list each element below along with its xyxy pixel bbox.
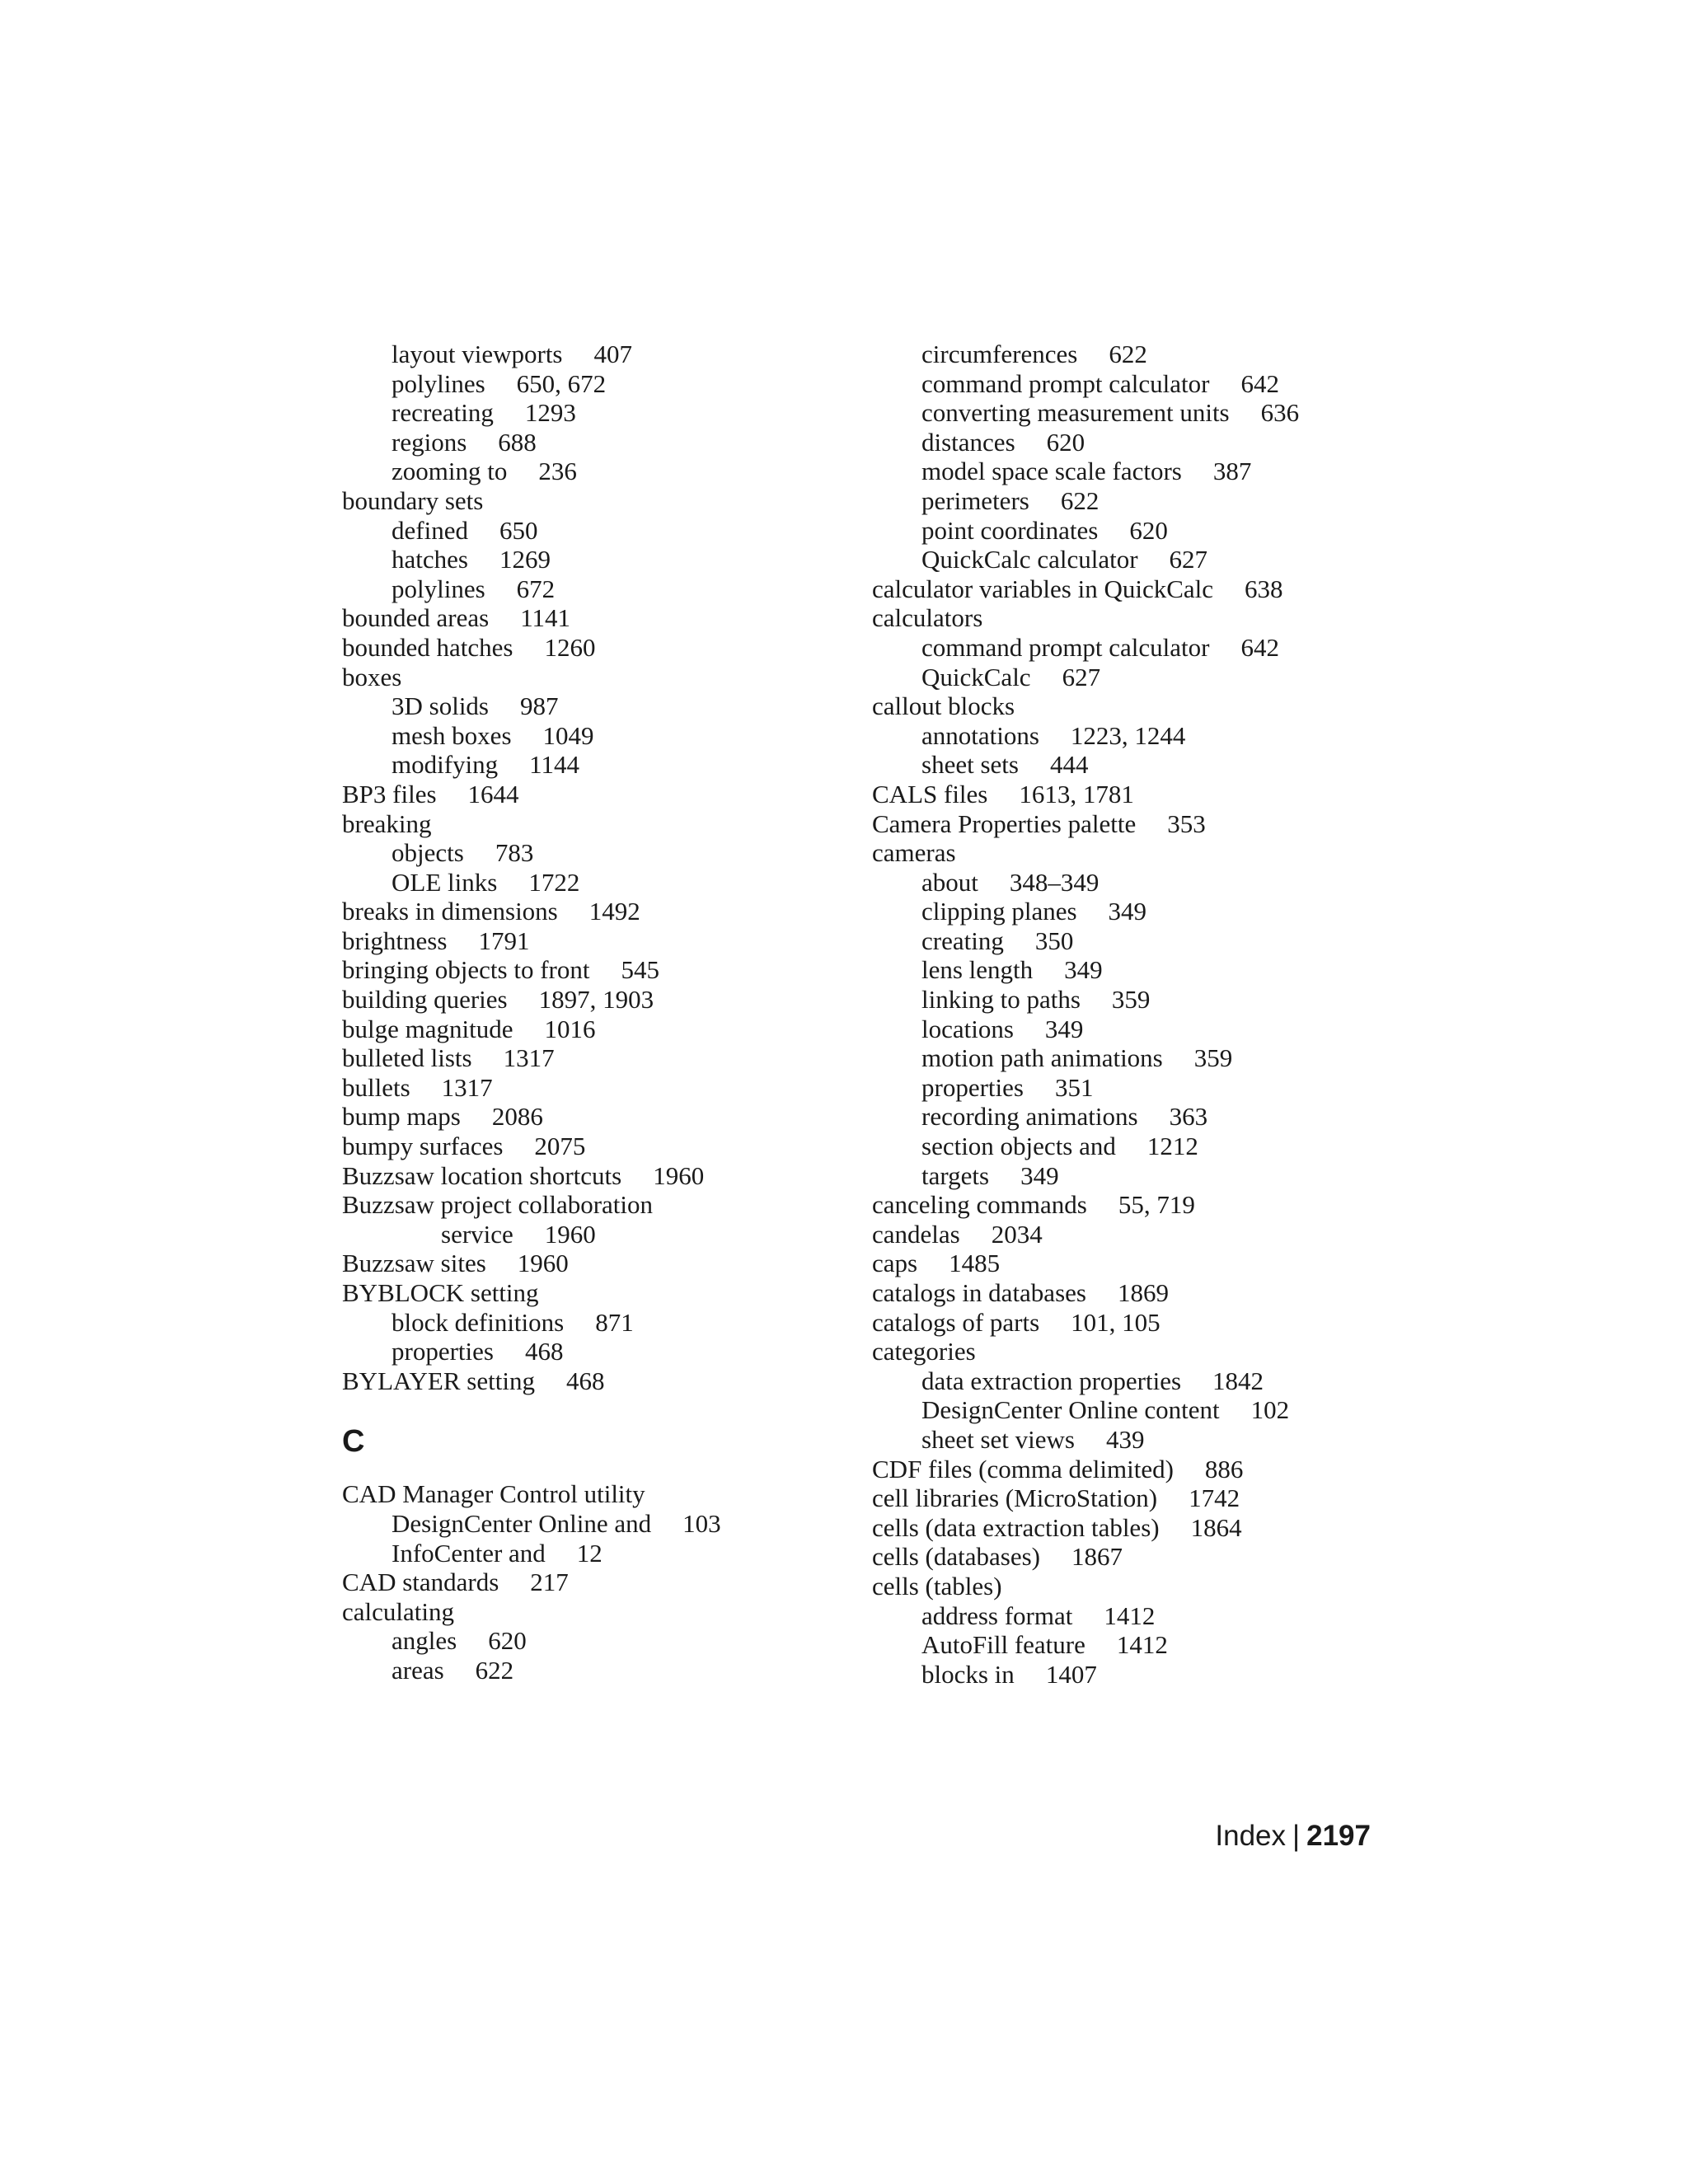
index-term: zooming to <box>392 457 508 486</box>
page-reference: 1317 <box>441 1072 493 1102</box>
index-entry <box>872 780 1400 809</box>
index-term: caps <box>872 1249 918 1278</box>
index-term: catalogs in databases <box>872 1278 1086 1307</box>
index-entry <box>342 780 870 809</box>
index-term: callout blocks <box>872 691 1015 721</box>
page-reference: 359 <box>1111 985 1151 1015</box>
page-reference: 348–349 <box>1009 867 1100 897</box>
page-reference: 1269 <box>499 545 551 574</box>
index-entry <box>342 1132 870 1161</box>
page-reference: 642 <box>1240 368 1279 398</box>
index-entry <box>342 1278 870 1308</box>
index-entry <box>872 1513 1400 1543</box>
index-term: 3D solids <box>392 691 489 721</box>
index-term: bullets <box>342 1072 410 1102</box>
page-reference: 622 <box>1109 340 1147 368</box>
index-term: calculator variables in QuickCalc <box>872 574 1214 603</box>
index-term: calculators <box>872 603 983 633</box>
index-term: CDF files (comma delimited) <box>872 1454 1174 1483</box>
index-entry <box>342 1190 870 1220</box>
page-reference: 672 <box>516 574 556 603</box>
index-entry <box>872 691 1400 721</box>
page-reference: 1223, 1244 <box>1070 720 1186 750</box>
index-term: motion path animations <box>921 1043 1163 1073</box>
index-entry <box>342 691 870 721</box>
index-term: CAD standards <box>342 1568 499 1597</box>
index-term: locations <box>921 1014 1014 1043</box>
index-entry <box>342 1656 870 1685</box>
index-term: annotations <box>921 720 1039 750</box>
index-entry <box>342 721 870 751</box>
index-entry <box>872 1015 1400 1044</box>
index-term: bulleted lists <box>342 1043 472 1073</box>
index-term: section objects and <box>921 1132 1116 1161</box>
index-entry <box>872 1542 1400 1572</box>
section-letter-heading: C <box>342 1424 365 1460</box>
page-reference: 1960 <box>517 1249 569 1278</box>
page-reference: 236 <box>538 457 577 486</box>
index-entry <box>342 1479 870 1509</box>
page-reference: 871 <box>595 1307 634 1337</box>
index-term: sheet set views <box>921 1424 1075 1454</box>
footer-label: Index <box>1215 1820 1287 1852</box>
index-term: cells (databases) <box>872 1542 1040 1572</box>
index-entry <box>872 1660 1400 1690</box>
index-term: angles <box>392 1626 457 1656</box>
index-entry <box>872 663 1400 692</box>
index-entry <box>872 1249 1400 1278</box>
index-entry <box>342 1308 870 1338</box>
index-term: bounded areas <box>342 603 490 633</box>
index-entry <box>342 545 870 574</box>
page-reference: 353 <box>1167 808 1206 838</box>
index-entry <box>872 1455 1400 1484</box>
page-reference: 1317 <box>503 1043 555 1073</box>
index-entry <box>872 340 1400 369</box>
index-entry <box>342 985 870 1015</box>
page-reference: 650, 672 <box>516 368 607 398</box>
index-entry <box>342 750 870 780</box>
page-reference: 349 <box>1064 955 1103 985</box>
index-entry <box>342 1337 870 1366</box>
page-reference: 1016 <box>544 1014 596 1043</box>
page-reference: 103 <box>682 1508 721 1538</box>
index-term: bumpy surfaces <box>342 1132 504 1161</box>
index-column-right <box>872 340 1400 1689</box>
index-entry <box>342 1220 870 1249</box>
page-reference: 1049 <box>542 720 594 750</box>
page-reference: 407 <box>593 340 632 368</box>
index-entry <box>872 955 1400 985</box>
index-entry <box>342 340 870 369</box>
page-reference: 439 <box>1105 1424 1145 1454</box>
index-entry <box>342 868 870 898</box>
page-reference: 102 <box>1250 1395 1290 1425</box>
index-term: bump maps <box>342 1102 461 1132</box>
index-term: sheet sets <box>921 750 1019 780</box>
page-reference: 12 <box>576 1538 603 1568</box>
index-term: objects <box>392 838 464 868</box>
index-term: circumferences <box>921 340 1078 368</box>
index-entry <box>872 486 1400 516</box>
index-term: canceling commands <box>872 1190 1087 1220</box>
index-entry <box>872 1572 1400 1601</box>
page-reference: 1412 <box>1104 1601 1156 1630</box>
index-entry <box>872 1308 1400 1338</box>
page-reference: 650 <box>499 515 538 545</box>
index-term: bringing objects to front <box>342 955 590 985</box>
index-term: recreating <box>392 398 494 428</box>
page-reference: 1212 <box>1146 1132 1198 1161</box>
page-number: 2197 <box>1306 1820 1371 1852</box>
index-term: polylines <box>392 574 485 603</box>
page-reference: 638 <box>1245 574 1283 603</box>
index-entry <box>872 1601 1400 1631</box>
page-reference: 1644 <box>467 779 519 808</box>
page-reference: 1960 <box>653 1160 705 1190</box>
page-reference: 688 <box>498 427 537 457</box>
page-reference: 1869 <box>1117 1278 1169 1307</box>
index-entry <box>342 1073 870 1103</box>
index-entry <box>342 1043 870 1073</box>
page-reference: 363 <box>1169 1102 1208 1132</box>
index-term: cells (tables) <box>872 1571 1002 1601</box>
page-reference: 886 <box>1204 1454 1244 1483</box>
index-entry <box>872 721 1400 751</box>
index-term: converting measurement units <box>921 398 1230 428</box>
page-reference: 444 <box>1049 750 1089 780</box>
page-reference: 622 <box>475 1655 514 1685</box>
index-entry <box>872 1043 1400 1073</box>
index-term: targets <box>921 1160 990 1190</box>
index-term: boxes <box>342 662 402 691</box>
index-entry <box>342 603 870 633</box>
index-term: categories <box>872 1337 976 1366</box>
page-reference: 359 <box>1193 1043 1233 1073</box>
index-entry <box>342 574 870 604</box>
index-entry <box>342 486 870 516</box>
index-entry <box>872 1102 1400 1132</box>
page-reference: 1260 <box>544 632 596 662</box>
index-entry <box>872 1366 1400 1396</box>
index-term: model space scale factors <box>921 457 1182 486</box>
index-entry <box>872 1190 1400 1220</box>
index-entry <box>342 428 870 457</box>
index-entry <box>342 369 870 399</box>
index-term: AutoFill feature <box>921 1630 1085 1660</box>
index-term: building queries <box>342 985 508 1015</box>
index-term: Buzzsaw sites <box>342 1249 486 1278</box>
index-term: cell libraries (MicroStation) <box>872 1483 1158 1513</box>
index-term: DesignCenter Online and <box>392 1508 652 1538</box>
index-entry <box>872 985 1400 1015</box>
index-term: blocks in <box>921 1659 1015 1689</box>
index-entry <box>342 1509 870 1539</box>
index-term: address format <box>921 1601 1073 1630</box>
index-term: clipping planes <box>921 897 1077 926</box>
page-reference: 468 <box>565 1366 605 1395</box>
index-entry <box>342 1539 870 1568</box>
index-entry <box>872 1161 1400 1191</box>
page-reference: 55, 719 <box>1118 1190 1195 1220</box>
index-term: polylines <box>392 368 485 398</box>
index-term: perimeters <box>921 485 1029 515</box>
index-term: block definitions <box>392 1307 565 1337</box>
page-reference: 217 <box>530 1568 569 1597</box>
index-entry <box>872 838 1400 868</box>
index-entry <box>872 1483 1400 1513</box>
index-term: point coordinates <box>921 515 1099 545</box>
index-entry <box>342 897 870 926</box>
index-term: Buzzsaw project collaboration <box>342 1190 654 1220</box>
index-term: brightness <box>342 926 448 955</box>
index-entry <box>872 603 1400 633</box>
index-term: BYBLOCK setting <box>342 1278 539 1307</box>
index-term: CAD Manager Control utility <box>342 1479 645 1509</box>
index-term: hatches <box>392 545 468 574</box>
index-entry <box>342 1161 870 1191</box>
index-entry <box>872 868 1400 898</box>
index-entry <box>342 1626 870 1656</box>
index-entry <box>342 398 870 428</box>
page-reference: 620 <box>1046 427 1085 457</box>
page-reference: 545 <box>621 955 659 985</box>
index-term: cells (data extraction tables) <box>872 1512 1160 1542</box>
index-entry <box>872 1073 1400 1103</box>
index-term: InfoCenter and <box>392 1538 546 1568</box>
index-term: command prompt calculator <box>921 632 1210 662</box>
page-reference: 620 <box>1129 515 1168 545</box>
page-reference: 627 <box>1062 662 1101 691</box>
index-entry <box>342 1597 870 1627</box>
index-column-left <box>342 340 870 1685</box>
index-entry <box>872 1630 1400 1660</box>
index-term: candelas <box>872 1219 960 1249</box>
index-entry <box>342 1249 870 1278</box>
index-term: breaks in dimensions <box>342 897 558 926</box>
page-footer <box>1215 1820 1371 1853</box>
index-entry <box>872 1425 1400 1455</box>
index-term: QuickCalc calculator <box>921 545 1138 574</box>
page-reference: 1144 <box>529 750 580 780</box>
page-reference: 1742 <box>1189 1483 1240 1513</box>
page-reference: 1492 <box>588 897 640 926</box>
index-term: bulge magnitude <box>342 1014 513 1043</box>
index-entry <box>342 633 870 663</box>
page-reference: 1867 <box>1071 1542 1123 1572</box>
index-term: modifying <box>392 750 499 780</box>
index-term: distances <box>921 427 1015 457</box>
index-entry <box>342 1102 870 1132</box>
page-reference: 783 <box>495 838 534 868</box>
page-reference: 1897, 1903 <box>538 985 654 1015</box>
page-reference: 2086 <box>491 1102 543 1132</box>
index-term: properties <box>392 1337 494 1366</box>
index-entry <box>342 838 870 868</box>
page-reference: 636 <box>1260 398 1300 428</box>
index-entry <box>342 1015 870 1044</box>
page-reference: 1613, 1781 <box>1019 779 1134 808</box>
index-entry <box>872 633 1400 663</box>
page-reference: 351 <box>1054 1072 1094 1102</box>
index-entry <box>872 750 1400 780</box>
page-reference: 1293 <box>524 398 576 428</box>
index-entry <box>872 428 1400 457</box>
index-entry <box>872 574 1400 604</box>
page-reference: 349 <box>1108 897 1147 926</box>
index-term: linking to paths <box>921 985 1081 1015</box>
page-reference: 1960 <box>544 1219 596 1249</box>
index-entry <box>872 926 1400 956</box>
page-reference: 642 <box>1240 632 1279 662</box>
index-term: service <box>441 1219 513 1249</box>
index-term: bounded hatches <box>342 632 513 662</box>
page-reference: 1407 <box>1045 1659 1097 1689</box>
page-reference: 1722 <box>528 867 580 897</box>
index-entry <box>872 457 1400 486</box>
index-term: lens length <box>921 955 1034 985</box>
index-term: breaking <box>342 808 432 838</box>
index-term: Camera Properties palette <box>872 808 1137 838</box>
index-entry <box>342 926 870 956</box>
index-term: QuickCalc <box>921 662 1031 691</box>
page-reference: 987 <box>520 691 559 721</box>
page-reference: 101, 105 <box>1071 1307 1160 1337</box>
index-term: regions <box>392 427 467 457</box>
index-term: CALS files <box>872 779 988 808</box>
page-reference: 350 <box>1034 926 1074 955</box>
index-term: BP3 files <box>342 779 437 808</box>
index-entry <box>342 457 870 486</box>
index-term: boundary sets <box>342 485 484 515</box>
index-term: catalogs of parts <box>872 1307 1040 1337</box>
index-entry <box>342 1366 870 1396</box>
index-term: about <box>921 867 978 897</box>
index-term: DesignCenter Online content <box>921 1395 1220 1425</box>
page-reference: 2034 <box>991 1219 1043 1249</box>
page-reference: 1485 <box>949 1249 1001 1278</box>
page-reference: 622 <box>1060 485 1100 515</box>
index-term: areas <box>392 1655 444 1685</box>
index-term: recording animations <box>921 1102 1138 1132</box>
page-reference: 349 <box>1020 1160 1059 1190</box>
index-entry <box>342 663 870 692</box>
index-entry <box>872 809 1400 839</box>
index-term: command prompt calculator <box>921 368 1210 398</box>
index-term: creating <box>921 926 1004 955</box>
page-reference: 1864 <box>1190 1512 1242 1542</box>
index-entry <box>872 1395 1400 1425</box>
page-reference: 387 <box>1212 457 1252 486</box>
page-reference: 1412 <box>1116 1630 1168 1660</box>
page-reference: 1842 <box>1212 1366 1264 1395</box>
index-term: layout viewports <box>392 340 563 368</box>
index-term: properties <box>921 1072 1024 1102</box>
index-term: defined <box>392 515 468 545</box>
index-term: BYLAYER setting <box>342 1366 535 1395</box>
page-reference: 349 <box>1044 1014 1084 1043</box>
index-term: calculating <box>342 1596 454 1626</box>
page-reference: 2075 <box>534 1132 586 1161</box>
footer-separator: | <box>1292 1820 1301 1852</box>
index-entry <box>342 809 870 839</box>
index-entry <box>342 516 870 546</box>
index-entry <box>342 955 870 985</box>
page-reference: 468 <box>524 1337 564 1366</box>
page-reference: 620 <box>488 1626 527 1656</box>
index-entry <box>872 398 1400 428</box>
index-entry <box>342 1568 870 1597</box>
page-reference: 1791 <box>478 926 530 955</box>
index-entry <box>872 897 1400 926</box>
index-term: mesh boxes <box>392 720 512 750</box>
index-term: cameras <box>872 838 956 868</box>
index-entry <box>872 1132 1400 1161</box>
page-reference: 627 <box>1169 545 1208 574</box>
index-entry <box>872 1337 1400 1366</box>
index-entry <box>872 1278 1400 1308</box>
index-entry <box>872 545 1400 574</box>
index-term: Buzzsaw location shortcuts <box>342 1160 622 1190</box>
index-term: OLE links <box>392 867 498 897</box>
index-term: data extraction properties <box>921 1366 1182 1395</box>
index-entry <box>872 1220 1400 1249</box>
page-reference: 1141 <box>520 603 571 633</box>
index-entry <box>872 516 1400 546</box>
index-entry <box>872 369 1400 399</box>
